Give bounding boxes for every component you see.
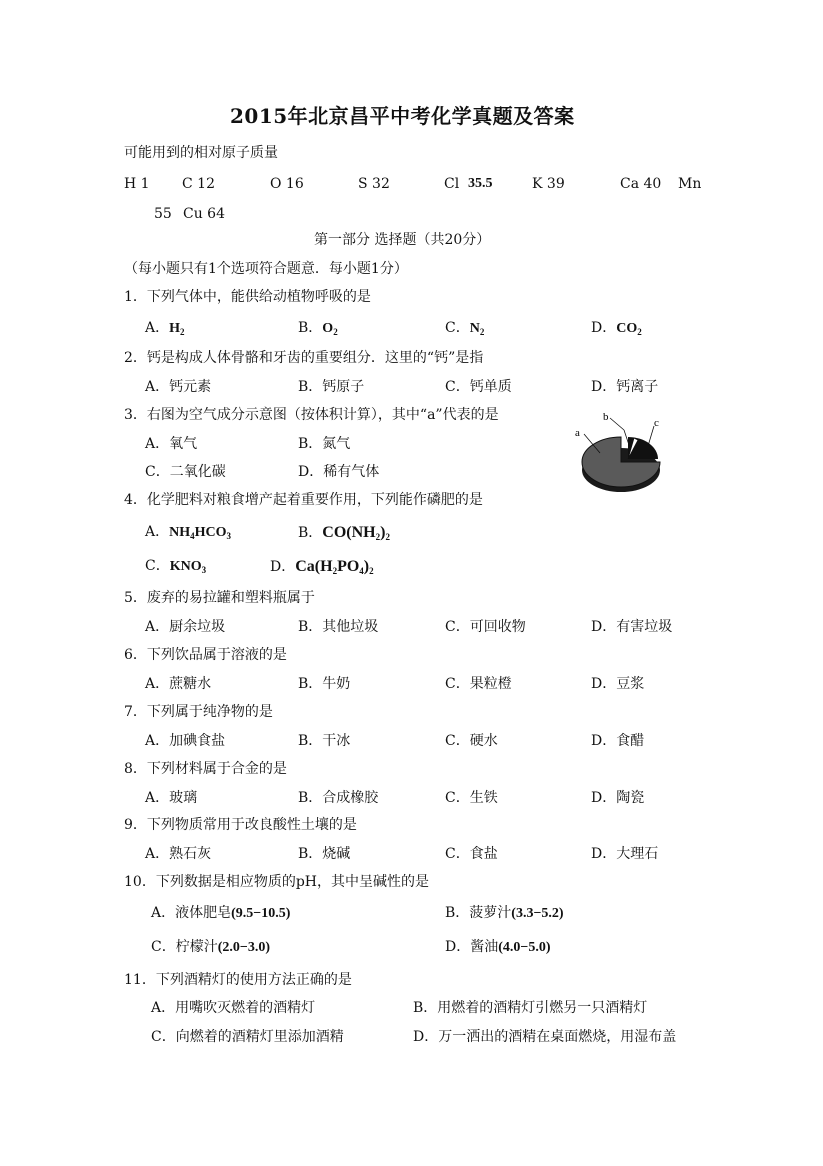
q9-option-d: D．大理石 <box>591 846 659 862</box>
q10-option-a: A．液体肥皂(9.5−10.5) <box>151 905 291 921</box>
mass-mn: Mn <box>678 176 702 192</box>
q6-option-a: A．蔗糖水 <box>145 676 212 692</box>
q8-option-c: C．生铁 <box>445 790 498 806</box>
q7-option-d: D．食醋 <box>591 733 645 749</box>
q10-option-d: D．酱油(4.0−5.0) <box>445 939 551 955</box>
q10-option-c: C．柠檬汁(2.0−3.0) <box>151 939 271 955</box>
q10-option-b: B．菠萝汁(3.3−5.2) <box>445 905 564 921</box>
question-5-stem: 5．废弃的易拉罐和塑料瓶属于 <box>124 590 315 606</box>
q3-option-d: D．稀有气体 <box>298 464 380 480</box>
mass-s: S 32 <box>358 176 390 192</box>
mass-k: K 39 <box>532 176 565 192</box>
label-c-line <box>648 426 654 446</box>
mass-ca: Ca 40 <box>620 176 662 192</box>
q7-option-c: C．硬水 <box>445 733 498 749</box>
pie-label-b: b <box>603 411 609 423</box>
question-11-stem: 11．下列酒精灯的使用方法正确的是 <box>124 972 352 988</box>
q6-option-c: C．果粒橙 <box>445 676 512 692</box>
q9-option-c: C．食盐 <box>445 846 498 862</box>
q9-option-a: A．熟石灰 <box>145 846 212 862</box>
q11-option-c: C．向燃着的酒精灯里添加酒精 <box>151 1029 344 1045</box>
atomic-mass-heading: 可能用到的相对原子质量 <box>124 145 278 161</box>
q11-option-a: A．用嘴吹灭燃着的酒精灯 <box>151 1000 316 1016</box>
q4-option-a: A．$NH_4HCO_3$ <box>145 524 232 541</box>
mass-cu: Cu 64 <box>183 206 225 222</box>
pie-label-a: a <box>575 427 580 439</box>
q2-option-c: C．钙单质 <box>445 379 512 395</box>
q1-option-d: D．$CO_2$ <box>591 320 642 337</box>
pie-label-c: c <box>654 417 659 429</box>
question-4-stem: 4．化学肥料对粮食增产起着重要作用，下列能作磷肥的是 <box>124 492 483 508</box>
q8-option-a: A．玻璃 <box>145 790 198 806</box>
q2-option-d: D．钙离子 <box>591 379 659 395</box>
q3-option-b: B．氮气 <box>298 436 351 452</box>
q5-option-b: B．其他垃圾 <box>298 619 379 635</box>
mass-o: O 16 <box>270 176 304 192</box>
question-9-stem: 9．下列物质常用于改良酸性土壤的是 <box>124 817 357 833</box>
question-2-stem: 2．钙是构成人体骨骼和牙齿的重要组分．这里的“钙”是指 <box>124 350 484 366</box>
q7-option-a: A．加碘食盐 <box>145 733 226 749</box>
air-composition-pie-figure <box>572 408 668 500</box>
question-1-stem: 1．下列气体中，能供给动植物呼吸的是 <box>124 289 371 305</box>
q5-option-d: D．有害垃圾 <box>591 619 673 635</box>
q3-option-a: A．氧气 <box>145 436 198 452</box>
section-title: 第一部分 选择题（共20分） <box>314 232 491 248</box>
q6-option-d: D．豆浆 <box>591 676 645 692</box>
q3-option-c: C．二氧化碳 <box>145 464 226 480</box>
page-title: 2015年北京昌平中考化学真题及答案 <box>230 104 575 128</box>
question-7-stem: 7．下列属于纯净物的是 <box>124 704 273 720</box>
q2-option-a: A．钙元素 <box>145 379 212 395</box>
section-note: （每小题只有1个选项符合题意．每小题1分） <box>124 261 408 277</box>
q4-option-b: B．$CO(NH_2)_2$ <box>298 524 390 542</box>
question-8-stem: 8．下列材料属于合金的是 <box>124 761 287 777</box>
mass-cl-value: 35.5 <box>468 176 493 191</box>
q8-option-b: B．合成橡胶 <box>298 790 379 806</box>
q4-option-c: C．$KNO_3$ <box>145 558 207 575</box>
question-3-stem: 3．右图为空气成分示意图（按体积计算），其中“a”代表的是 <box>124 407 499 423</box>
question-10-stem: 10．下列数据是相应物质的pH，其中呈碱性的是 <box>124 874 429 890</box>
mass-c: C 12 <box>182 176 215 192</box>
q1-option-b: B．$O_2$ <box>298 320 338 337</box>
mass-cl: Cl <box>444 176 460 192</box>
question-6-stem: 6．下列饮品属于溶液的是 <box>124 647 287 663</box>
mass-h: H 1 <box>124 176 150 192</box>
q11-option-b: B．用燃着的酒精灯引燃另一只酒精灯 <box>413 1000 648 1016</box>
q5-option-a: A．厨余垃圾 <box>145 619 226 635</box>
q4-option-d: D．$Ca(H_2PO_4)_2$ <box>270 558 374 576</box>
q2-option-b: B．钙原子 <box>298 379 365 395</box>
q1-option-c: C．$N_2$ <box>445 320 485 337</box>
mass-mn-value: 55 <box>154 206 172 222</box>
q9-option-b: B．烧碱 <box>298 846 351 862</box>
q1-option-a: A．$H_2$ <box>145 320 185 337</box>
q7-option-b: B．干冰 <box>298 733 351 749</box>
q5-option-c: C．可回收物 <box>445 619 526 635</box>
q8-option-d: D．陶瓷 <box>591 790 645 806</box>
q6-option-b: B．牛奶 <box>298 676 351 692</box>
q11-option-d: D．万一洒出的酒精在桌面燃烧，用湿布盖 <box>413 1029 677 1045</box>
label-b-line <box>610 418 624 430</box>
